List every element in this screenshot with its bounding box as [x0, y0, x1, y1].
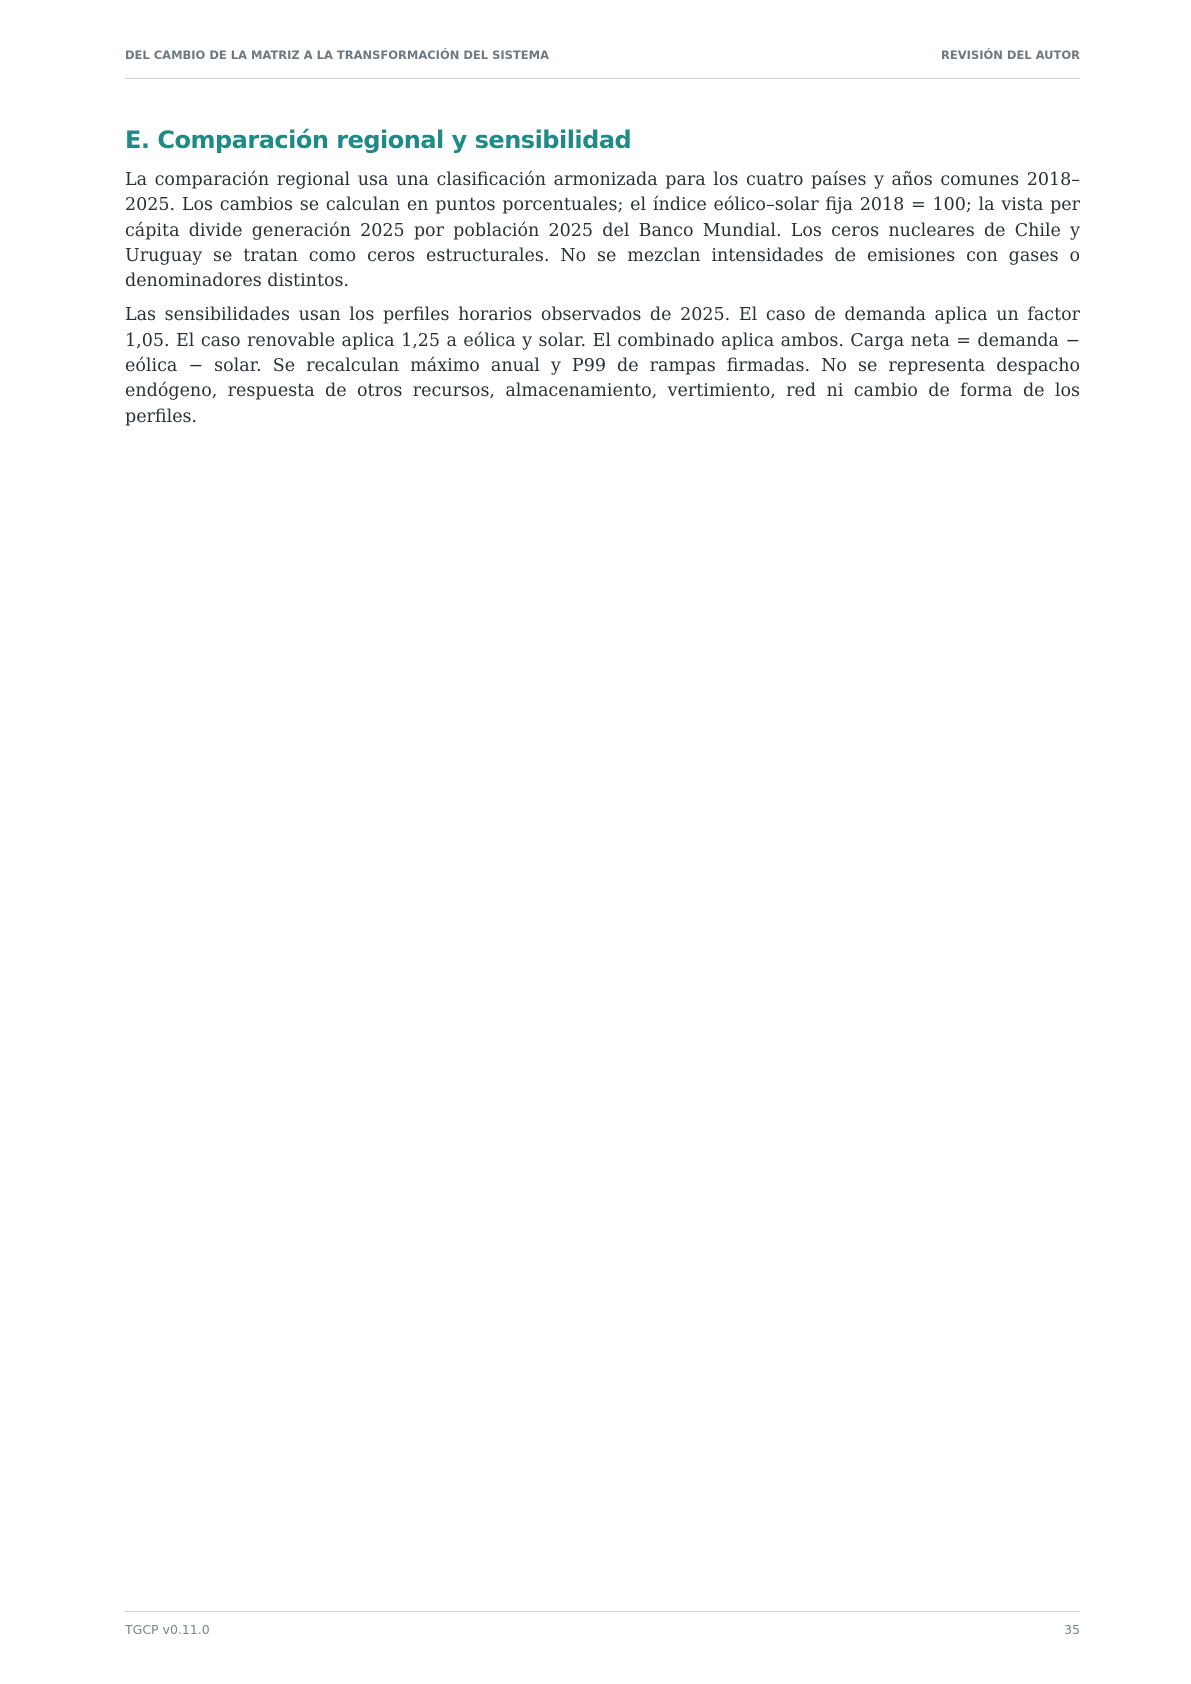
- page-number: 35: [1064, 1622, 1080, 1637]
- footer-version: TGCP v0.11.0: [125, 1622, 210, 1637]
- header-status: REVISIÓN DEL AUTOR: [941, 48, 1080, 62]
- running-header: [125, 48, 1080, 62]
- paragraph-sensitivity: Las sensibilidades usan los perfiles horarios observados de 2025. El caso de demanda aplica un factor 1,05. El caso renovable aplica 1,25 a eólica y solar. El combinado aplica ambos. Carga neta = demanda − eólica − solar. Se recalculan máximo anual y P99 de rampas firmadas. No se representa despacho endógeno, respuesta de otros recursos, almacenamiento, vertimiento, red ni cambio de forma de los perfiles.: [125, 305, 1080, 427]
- section-body: [125, 124, 1080, 439]
- footer-divider: [125, 1611, 1080, 1612]
- header-divider: [125, 78, 1080, 79]
- header-title: DEL CAMBIO DE LA MATRIZ A LA TRANSFORMACIÓN DEL SISTEMA: [125, 48, 549, 62]
- paragraph-regional-comparison: La comparación regional usa una clasificación armonizada para los cuatro países y años comunes 2018–2025. Los cambios se calculan en puntos porcentuales; el índice eólico–solar fija 2018 = 100; la vista per cápita divide generación 2025 por población 2025 del Banco Mundial. Los ceros nucleares de Chile y Uruguay se tratan como ceros estructurales. No se mezclan intensidades de emisiones con gases o denominadores distintos.: [125, 170, 1080, 292]
- page-footer: [125, 1622, 1080, 1637]
- section-heading: E. Comparación regional y sensibilidad: [125, 126, 632, 154]
